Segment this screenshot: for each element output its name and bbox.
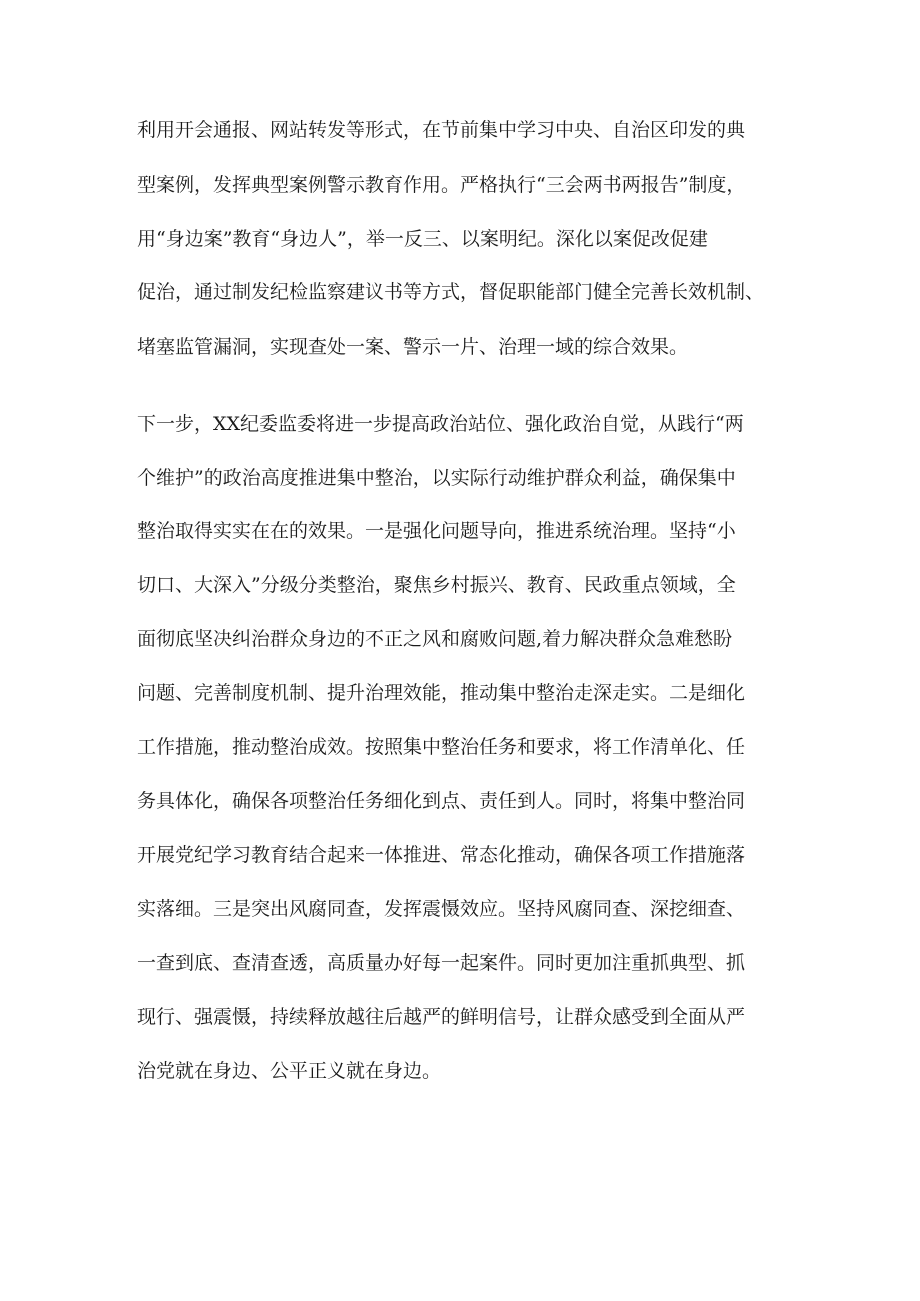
paragraph-line: 务具体化，确保各项整治任务细化到点、责任到人。同时，将集中整治同 bbox=[137, 790, 746, 812]
paragraph-line: 下一步，XX纪委监委将进一步提高政治站位、强化政治自觉，从践行“两 bbox=[137, 413, 744, 435]
paragraph-line: 用“身边案”教育“身边人”，举一反三、以案明纪。深化以案促改促建 bbox=[137, 228, 708, 250]
paragraph-line: 问题、完善制度机制、提升治理效能，推动集中整治走深走实。二是细化 bbox=[137, 682, 746, 704]
paragraph-line: 一查到底、查清查透，高质量办好每一起案件。同时更加注重抓典型、抓 bbox=[137, 952, 746, 974]
paragraph-line: 堵塞监管漏洞，实现查处一案、警示一片、治理一域的综合效果。 bbox=[137, 336, 689, 358]
paragraph-line: 整治取得实实在在的效果。一是强化问题导向，推进系统治理。坚持“小 bbox=[137, 520, 736, 542]
paragraph-line: 工作措施，推动整治成效。按照集中整治任务和要求，将工作清单化、任 bbox=[137, 736, 746, 758]
paragraph-line: 现行、强震慑，持续释放越往后越严的鲜明信号，让群众感受到全面从严 bbox=[137, 1006, 746, 1028]
paragraph-line: 切口、大深入”分级分类整治，聚焦乡村振兴、教育、民政重点领域，全 bbox=[137, 574, 736, 596]
paragraph-line: 型案例，发挥典型案例警示教育作用。严格执行“三会两书两报告”制度， bbox=[137, 174, 746, 196]
paragraph-line: 实落细。三是突出风腐同查，发挥震慑效应。坚持风腐同查、深挖细查、 bbox=[137, 898, 746, 920]
paragraph-line: 面彻底坚决纠治群众身边的不正之风和腐败问题,着力解决群众急难愁盼 bbox=[137, 628, 733, 650]
paragraph-line: 开展党纪学习教育结合起来一体推进、常态化推动，确保各项工作措施落 bbox=[137, 844, 746, 866]
paragraph-line: 利用开会通报、网站转发等形式，在节前集中学习中央、自治区印发的典 bbox=[137, 119, 746, 141]
paragraph-line: 促治，通过制发纪检监察建议书等方式，督促职能部门健全完善长效机制、 bbox=[137, 281, 765, 303]
paragraph-line: 个维护”的政治高度推进集中整治，以实际行动维护群众利益，确保集中 bbox=[137, 467, 736, 489]
paragraph-line: 治党就在身边、公平正义就在身边。 bbox=[137, 1060, 442, 1082]
